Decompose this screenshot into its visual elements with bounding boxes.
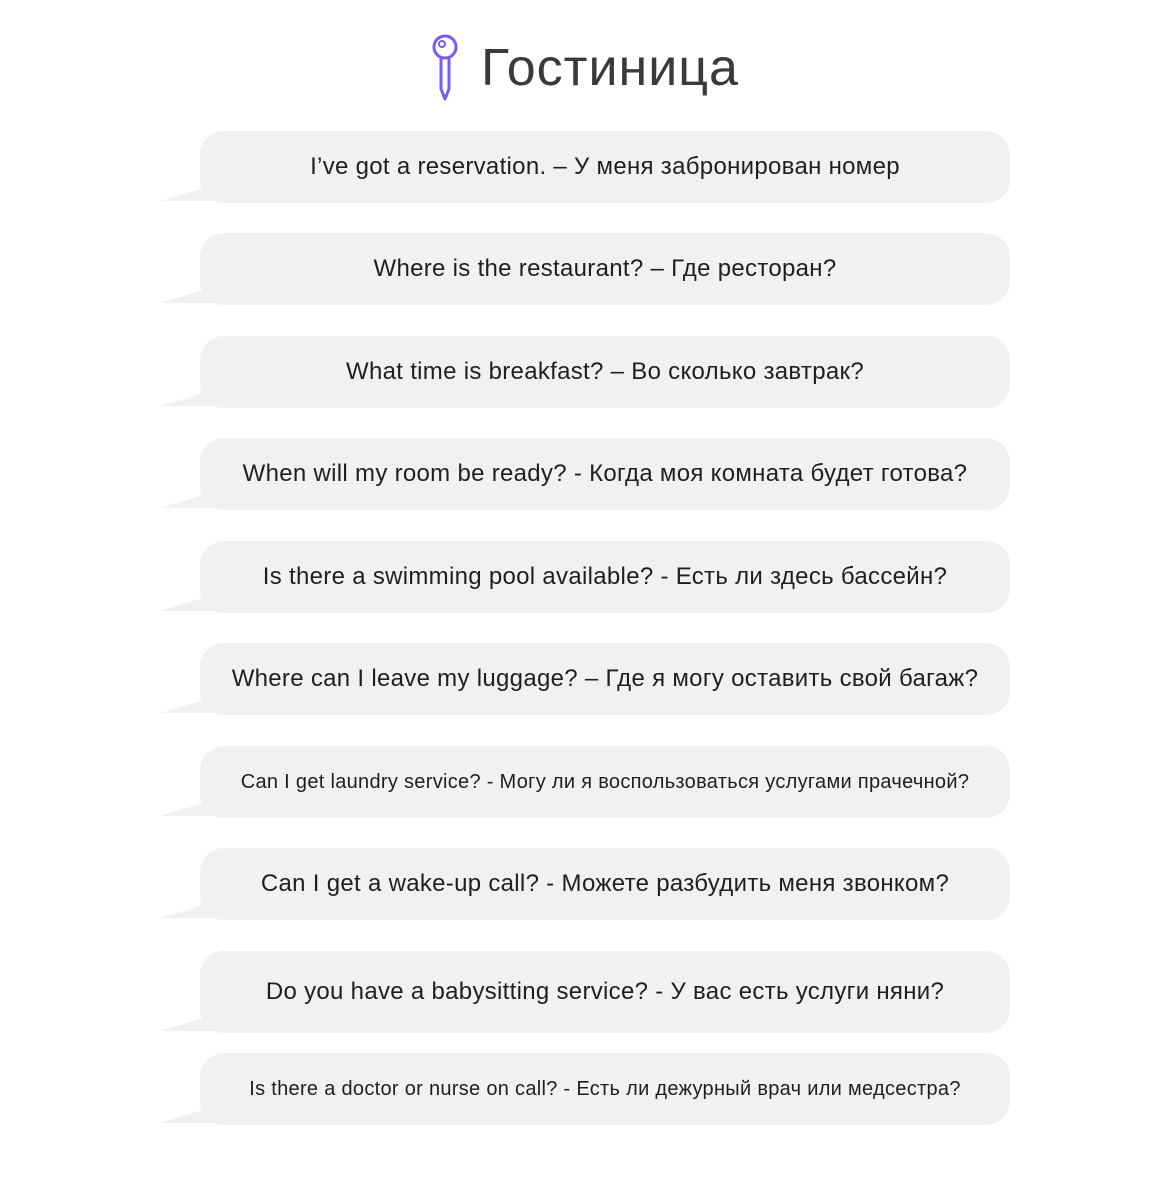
- phrase-bubble: [160, 951, 1010, 1033]
- phrase-bubble: [160, 233, 1010, 305]
- phrase-text: When will my room be ready? - Когда моя комната будет готова?: [242, 460, 968, 487]
- phrase-bubble: [160, 643, 1010, 715]
- phrase-bubble: [160, 848, 1010, 920]
- phrase-text: Where can I leave my luggage? – Где я могу оставить свой багаж?: [231, 665, 979, 692]
- phrase-bubble: [160, 131, 1010, 203]
- phrase-bubble: [160, 336, 1010, 408]
- phrase-bubble: [160, 438, 1010, 510]
- phrase-text: Is there a swimming pool available? - Есть ли здесь бассейн?: [262, 563, 948, 590]
- phrase-bubble: [160, 746, 1010, 818]
- phrase-text: Do you have a babysitting service? - У вас есть услуги няни?: [265, 978, 945, 1005]
- phrase-text: What time is breakfast? – Во сколько завтрак?: [346, 358, 864, 385]
- phrase-text: Can I get laundry service? - Могу ли я воспользоваться услугами прачечной?: [240, 770, 970, 793]
- phrase-bubble: [160, 541, 1010, 613]
- page-title: Гостиница: [481, 39, 739, 97]
- phrase-text: Is there a doctor or nurse on call? - Есть ли дежурный врач или медсестра?: [249, 1077, 961, 1100]
- phrase-text: Where is the restaurant? – Где ресторан?: [373, 255, 837, 282]
- phrase-text: Can I get a wake-up call? - Можете разбудить меня звонком?: [260, 870, 950, 897]
- phrase-bubble: [160, 1053, 1010, 1125]
- phrase-text: I’ve got a reservation. – У меня забронирован номер: [310, 153, 900, 180]
